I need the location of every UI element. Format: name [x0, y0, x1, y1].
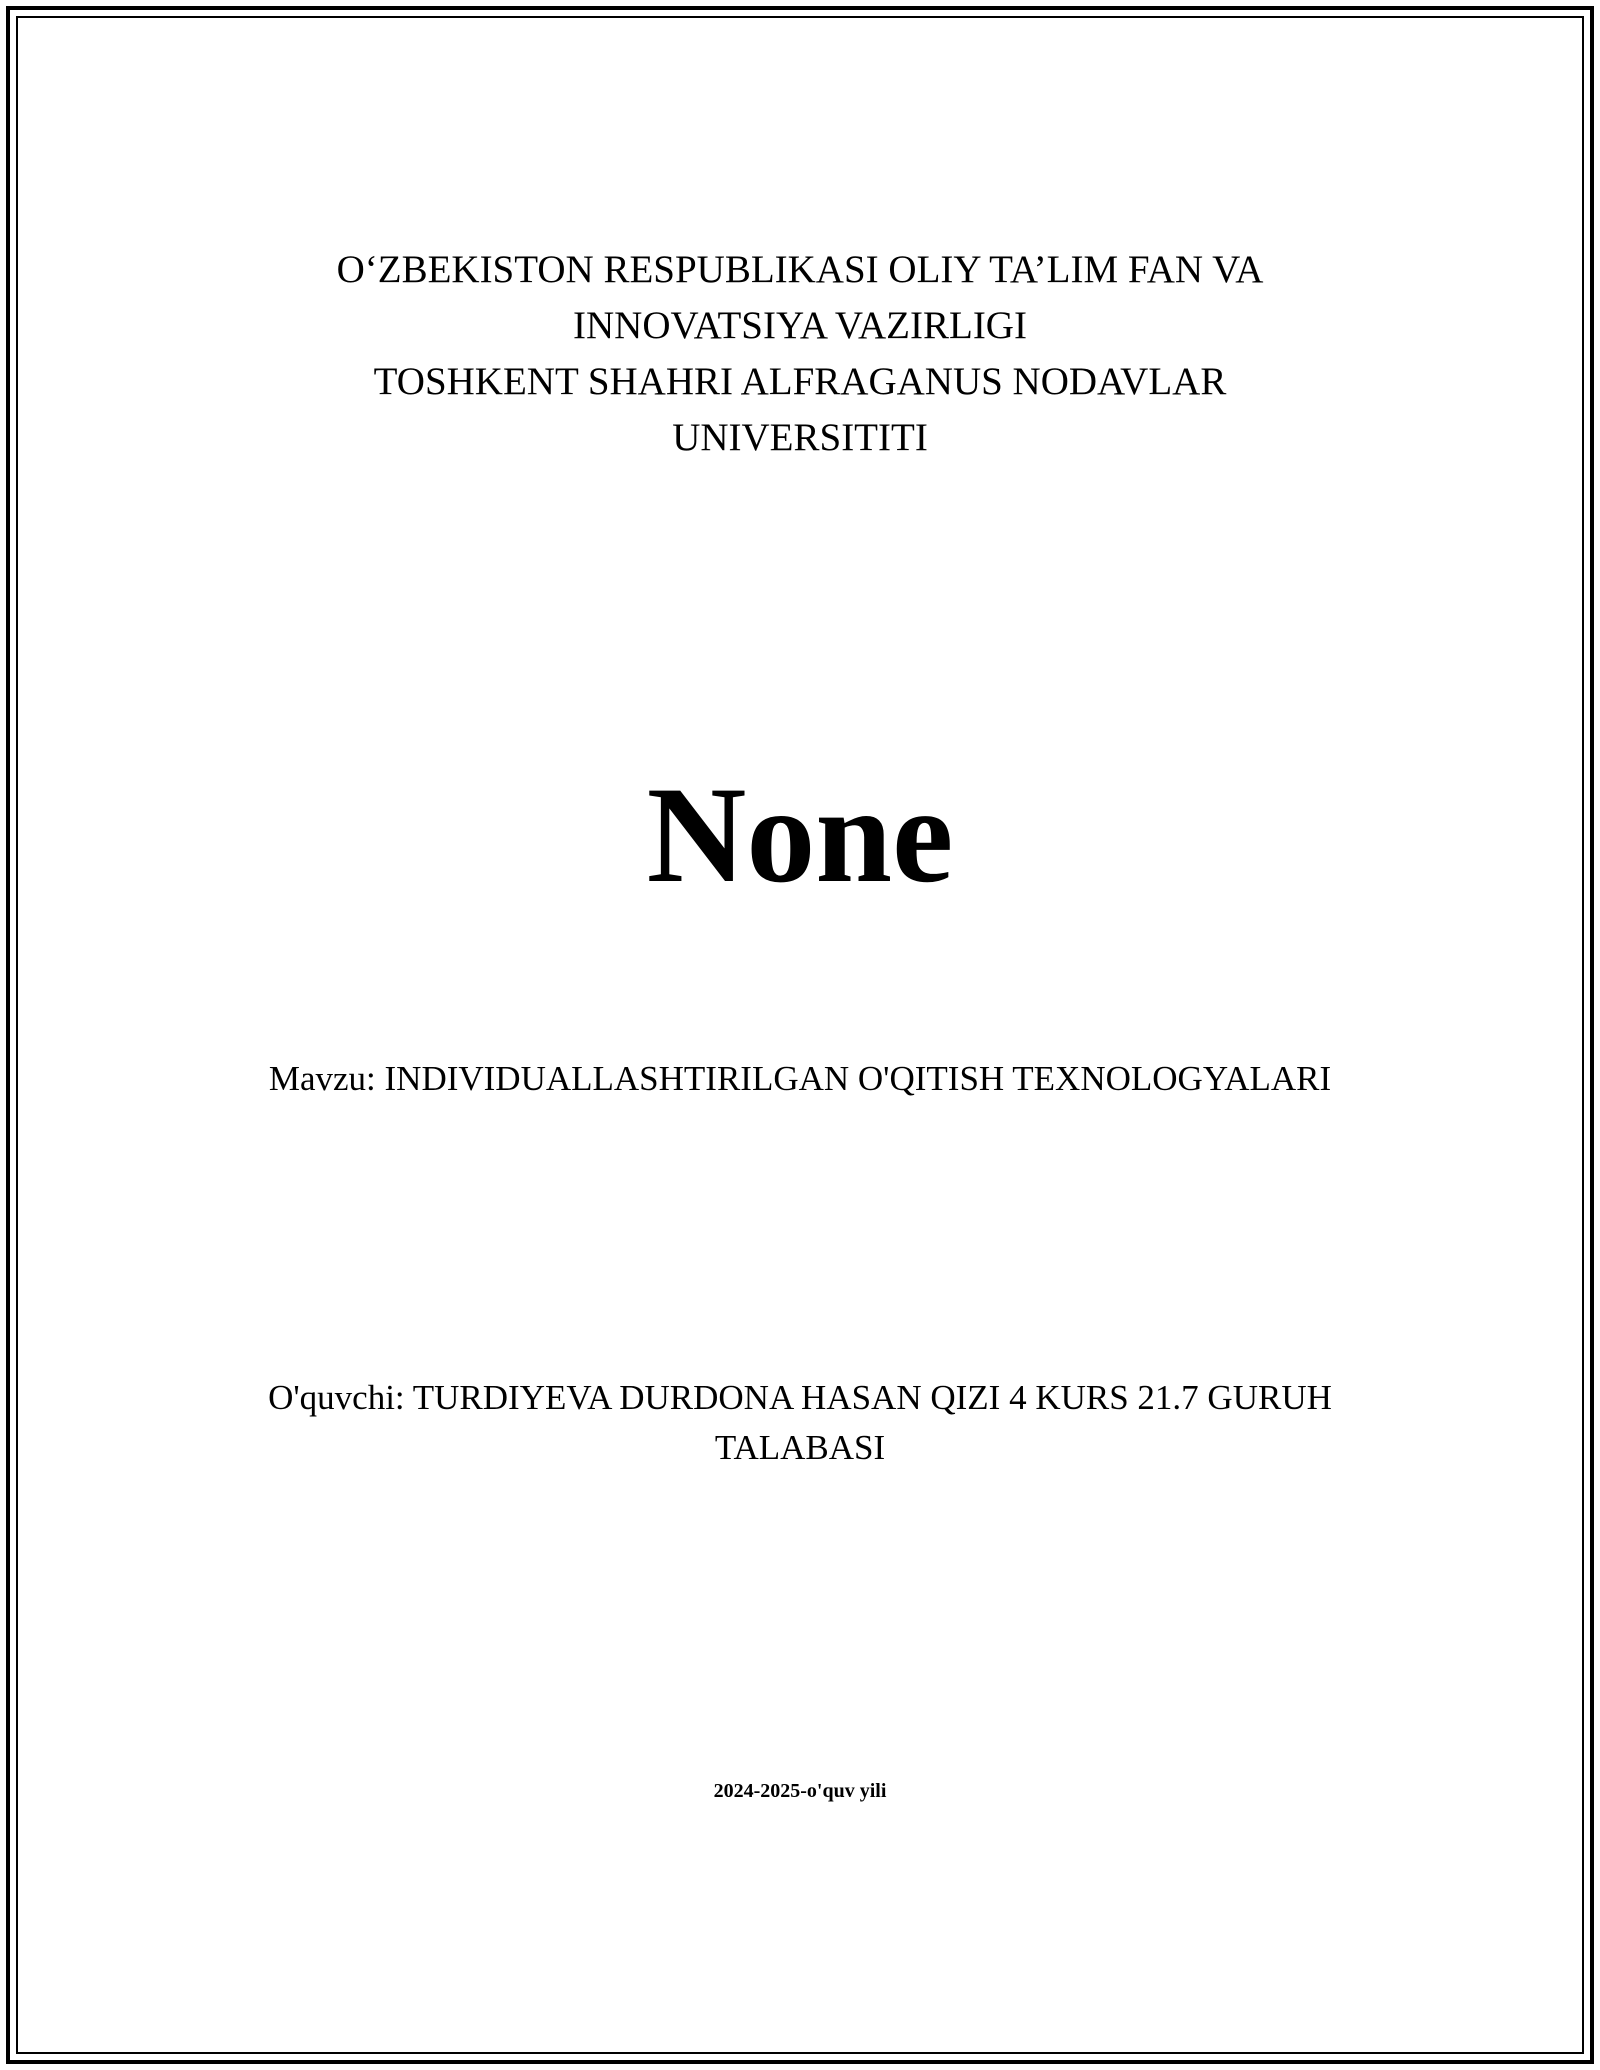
document-title: None	[646, 758, 954, 911]
header-line: O‘ZBEKISTON RESPUBLIKASI OLIY TA’LIM FAN VA	[336, 248, 1264, 291]
topic-line: Mavzu: INDIVIDUALLASHTIRILGAN O'QITISH TEXNOLOGYALARI	[268, 1059, 1332, 1098]
student-info	[0, 1373, 1600, 1473]
header-line: UNIVERSITITI	[672, 416, 928, 459]
student-text: O'quvchi: TURDIYEVA DURDONA HASAN QIZI 4 KURS 21.7 GURUH TALABASI	[268, 1378, 1332, 1467]
header-line: INNOVATSIYA VAZIRLIGI	[573, 304, 1027, 347]
ministry-header	[0, 242, 1600, 466]
header-line: TOSHKENT SHAHRI ALFRAGANUS NODAVLAR	[373, 360, 1227, 403]
academic-year: 2024-2025-o'quv yili	[713, 1780, 887, 1802]
